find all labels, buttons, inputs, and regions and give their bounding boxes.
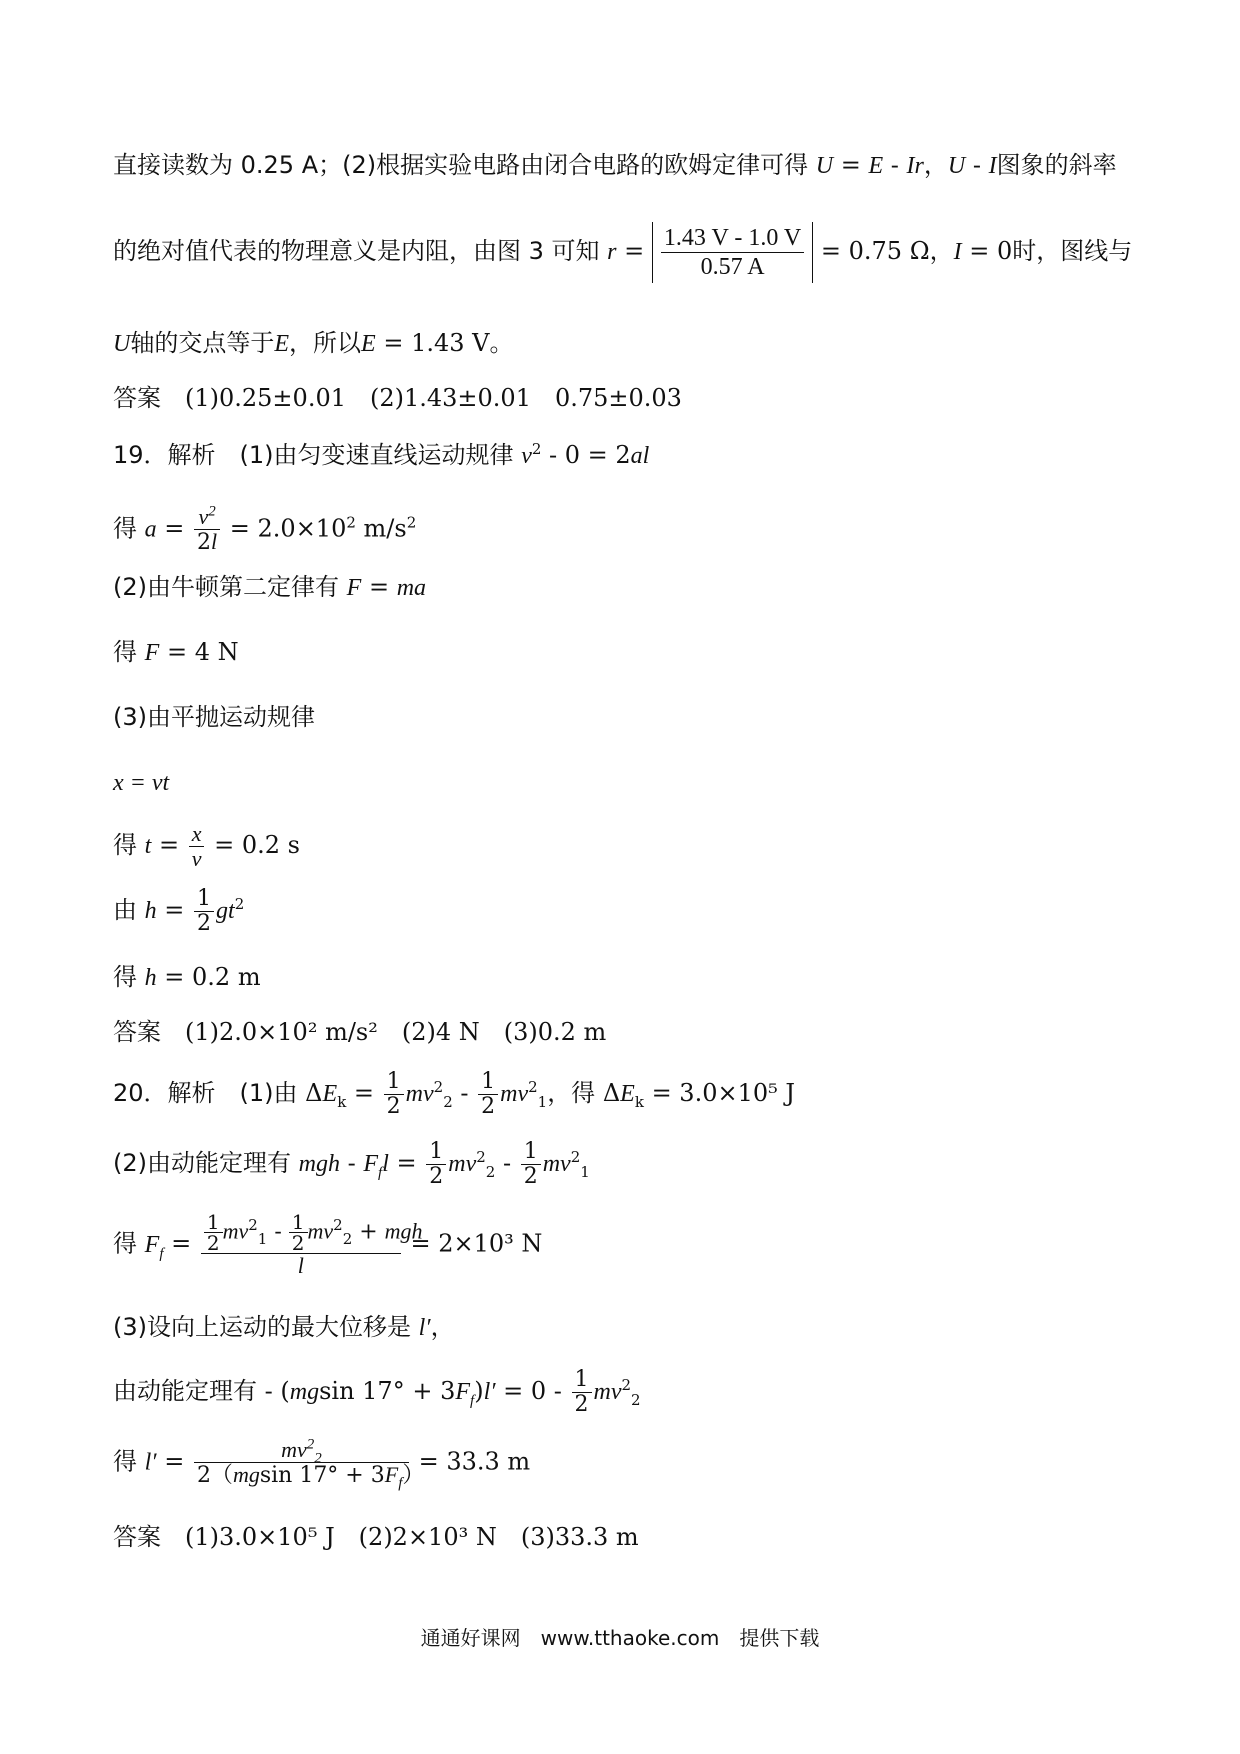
- q20-line-max-disp: (3)设向上运动的最大位移是 l′，: [113, 1313, 455, 1341]
- q19-line-force: 得 F = 4 N: [113, 638, 239, 666]
- q19-equation-h: 由 h = $\frac{1}{2}$ $gt^2$: [113, 886, 245, 936]
- paragraph-line-2: 的绝对值代表的物理意义是内阻，由图 3 可知 r = $\frac{1.43 V - 1.0 V}{0.57 A}$ = 0.75 Ω，I = 0时，图线与: [113, 222, 1132, 283]
- q19-line-xvt: x = vt: [113, 770, 170, 796]
- abs-fraction: $\frac{1.43 V - 1.0 V}{0.57 A}$: [652, 222, 813, 283]
- q19-equation-t: 得 t = $\frac{x}{v}$ = 0.2 s: [113, 821, 300, 871]
- page-footer: 通通好课网 www.tthaoke.com 提供下载: [420, 1626, 820, 1650]
- q20-line-work-energy: (2)由动能定理有 mgh - $F_fl$ = $\frac{1}{2}$ $mv^2_2$ - $\frac{1}{2}$ $mv^2_1$: [113, 1139, 590, 1189]
- paragraph-line-1: 直接读数为 0.25 A；(2)根据实验电路由闭合电路的欧姆定律可得 U = E - Ir，U - I图象的斜率: [113, 151, 1117, 179]
- question-19-heading: 19．解析 (1)由匀变速直线运动规律 $v^2 - 0 = 2al$: [113, 440, 650, 469]
- q20-equation-l: 得 l′ = $\frac{mv^2_2}{2(mgsin 17^\circ + 3F_f)}$ = 33.3 m: [113, 1436, 531, 1492]
- q19-equation-a: 得 a = $\frac{v^2}{2l}$ = $2.0\times 10^2$ $m/s^2$: [113, 503, 417, 555]
- paragraph-line-3: U轴的交点等于E，所以E = 1.43 V。: [113, 329, 514, 357]
- q19-line-projectile: (3)由平抛运动规律: [113, 703, 315, 731]
- q20-equation-ff: 得 $F_f$ = $\frac{1}{2}$ $mv^2_1$ - $\frac{1}{2}$ $mv^2_2$ + mgh l = 2×10³ N: [113, 1210, 543, 1278]
- q19-line-h-result: 得 h = 0.2 m: [113, 963, 261, 991]
- answer-19: 答案 (1)2.0×10² m/s² (2)4 N (3)0.2 m: [113, 1018, 607, 1046]
- answer-18: 答案 (1)0.25±0.01 (2)1.43±0.01 0.75±0.03: [113, 384, 682, 412]
- q20-line-work-energy-2: 由动能定理有 - (mgsin $17^\circ + 3F_f)l' = 0$ - $\frac{1}{2}$ $mv^2_2$: [113, 1367, 641, 1417]
- question-20-heading: 20．解析 (1)由 $\Delta E_k$ = $\frac{1}{2}$ $mv^2_2$ - $\frac{1}{2}$ $mv^2_1$，得 $\Delta E_k = 3.0\times 10^5$ J: [113, 1069, 795, 1119]
- q19-line-newton: (2)由牛顿第二定律有 F = ma: [113, 573, 427, 601]
- answer-20: 答案 (1)3.0×10⁵ J (2)2×10³ N (3)33.3 m: [113, 1523, 639, 1551]
